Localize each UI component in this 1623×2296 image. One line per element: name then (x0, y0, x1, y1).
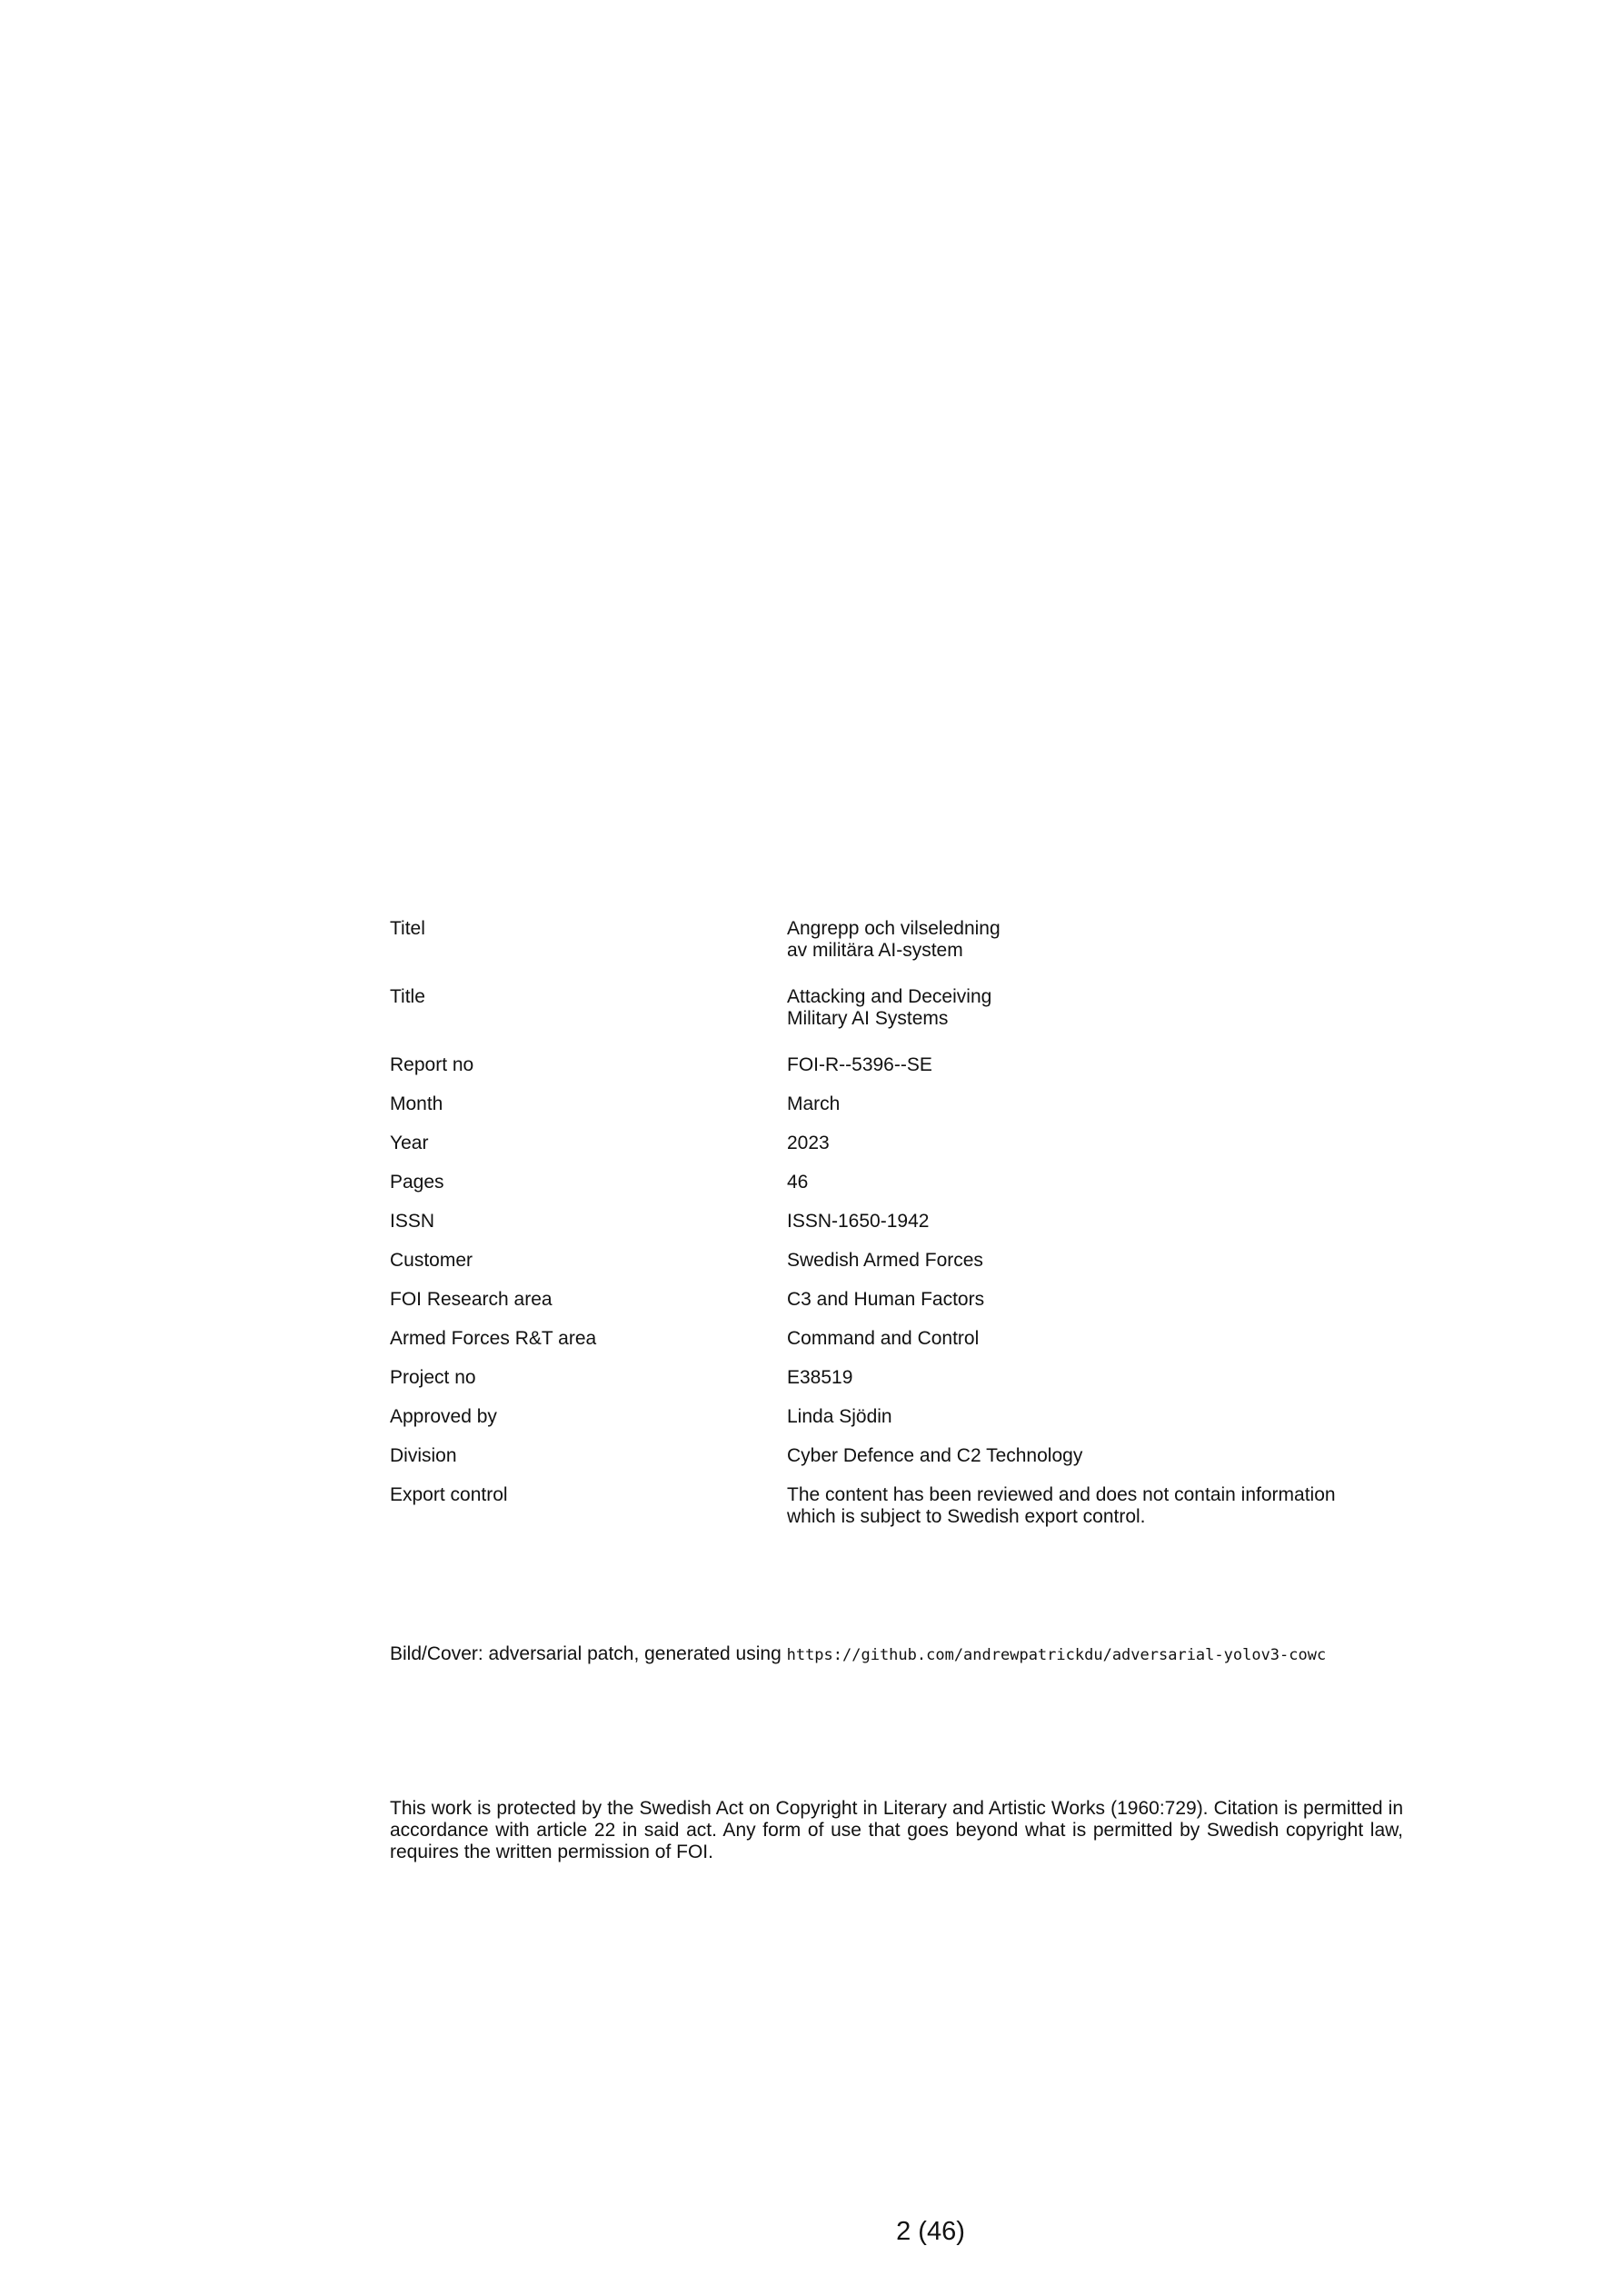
metadata-label: Export control (390, 1484, 508, 1505)
metadata-row-issn (390, 1211, 1417, 1233)
metadata-value (787, 1289, 1417, 1311)
metadata-label: Year (390, 1133, 429, 1153)
metadata-value (787, 1133, 1417, 1154)
metadata-value-line: av militära AI-system (787, 940, 963, 961)
metadata-value-line: Angrepp och vilseledning (787, 918, 1001, 939)
metadata-row-pages (390, 1172, 1417, 1193)
metadata-value-line: The content has been reviewed and does not contain information (787, 1484, 1336, 1505)
metadata-value-line: C3 and Human Factors (787, 1289, 985, 1310)
cover-credit-url[interactable]: https://github.com/andrewpatrickdu/adversarial-yolov3-cowc (786, 1646, 1327, 1664)
metadata-value-line: Linda Sjödin (787, 1406, 892, 1427)
metadata-value-line: Swedish Armed Forces (787, 1250, 983, 1271)
metadata-value (787, 1093, 1417, 1115)
metadata-value-line: which is subject to Swedish export control. (787, 1506, 1146, 1527)
metadata-value (787, 1250, 1417, 1272)
metadata-label: Pages (390, 1172, 444, 1193)
metadata-value (787, 1211, 1417, 1233)
metadata-value (787, 1445, 1417, 1467)
metadata-label: FOI Research area (390, 1289, 553, 1310)
metadata-label: Approved by (390, 1406, 497, 1427)
metadata-row-customer (390, 1250, 1417, 1272)
metadata-value-line: 2023 (787, 1133, 830, 1153)
metadata-value (787, 1328, 1417, 1350)
cover-credit-text: Bild/Cover: adversarial patch, generated using (390, 1643, 787, 1664)
metadata-row-year (390, 1133, 1417, 1154)
cover-credit (390, 1643, 1326, 1666)
metadata-value (787, 986, 1417, 1030)
metadata-label: Armed Forces R&T area (390, 1328, 597, 1349)
metadata-row-division (390, 1445, 1417, 1467)
metadata-value-line: Cyber Defence and C2 Technology (787, 1445, 1083, 1466)
page-number: 2 (46) (896, 2217, 965, 2246)
metadata-row-project-no (390, 1367, 1417, 1389)
metadata-label: Report no (390, 1054, 474, 1075)
metadata-value (787, 1484, 1417, 1528)
metadata-value-line: ISSN-1650-1942 (787, 1211, 930, 1232)
metadata-row-title (390, 986, 1417, 1030)
metadata-label: Titel (390, 918, 425, 939)
metadata-value (787, 1172, 1417, 1193)
metadata-label: Customer (390, 1250, 473, 1271)
metadata-label: Division (390, 1445, 457, 1466)
metadata-row-month (390, 1093, 1417, 1115)
metadata-value-line: Command and Control (787, 1328, 980, 1349)
metadata-value (787, 918, 1417, 962)
metadata-label: Project no (390, 1367, 476, 1388)
copyright-notice: This work is protected by the Swedish Act on Copyright in Literary and Artistic Works (1960:729). Citation is permitted in accordance with article 22 in said act. Any form of use that goes beyond what is permitted by Swedish copyright law, requires the written permission of FOI. (390, 1798, 1403, 1862)
metadata-value-line: E38519 (787, 1367, 853, 1388)
metadata-value-line: March (787, 1093, 841, 1114)
report-metadata-table (390, 918, 1417, 1545)
metadata-row-titel (390, 918, 1417, 962)
metadata-value (787, 1406, 1417, 1428)
metadata-value-line: FOI-R--5396--SE (787, 1054, 932, 1075)
metadata-label: ISSN (390, 1211, 435, 1232)
metadata-value (787, 1054, 1417, 1076)
metadata-value-line: Attacking and Deceiving (787, 986, 992, 1007)
metadata-label: Title (390, 986, 425, 1007)
metadata-row-rt-area (390, 1328, 1417, 1350)
metadata-row-export-control (390, 1484, 1417, 1528)
metadata-row-approved-by (390, 1406, 1417, 1428)
metadata-row-report-no (390, 1054, 1417, 1076)
metadata-value-line: Military AI Systems (787, 1008, 949, 1029)
metadata-row-research-area (390, 1289, 1417, 1311)
metadata-value (787, 1367, 1417, 1389)
metadata-value-line: 46 (787, 1172, 809, 1193)
metadata-label: Month (390, 1093, 443, 1114)
